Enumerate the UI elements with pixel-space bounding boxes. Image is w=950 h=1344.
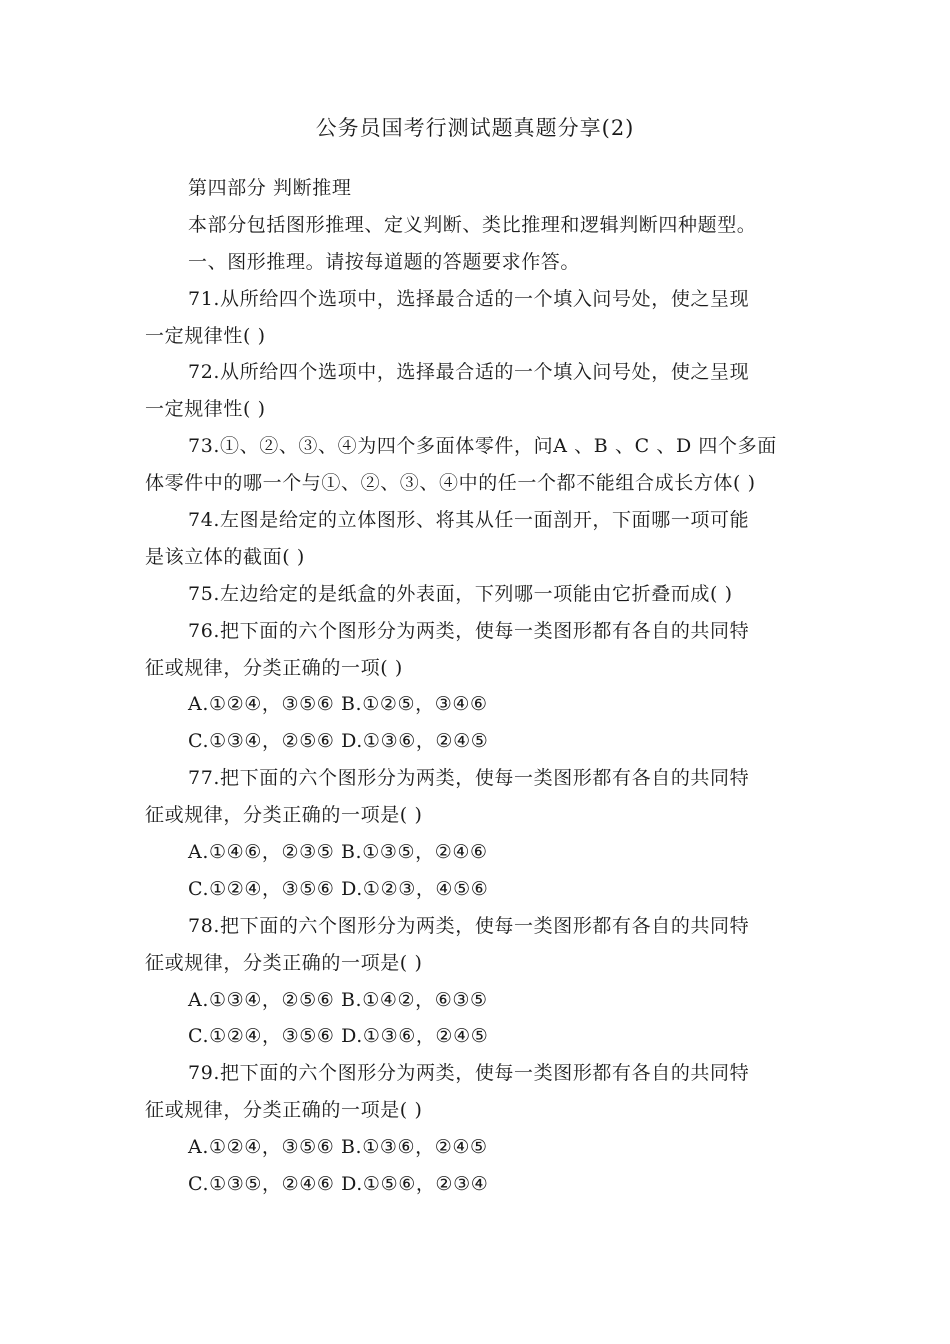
text-line: 第四部分 判断推理 xyxy=(188,177,352,199)
text-line: A.①④⑥，②③⑤ B.①③⑤，②④⑥ xyxy=(188,841,488,864)
text-line: 76.把下面的六个图形分为两类，使每一类图形都有各自的共同特 xyxy=(188,619,750,642)
text-line: 一定规律性( ) xyxy=(145,324,266,347)
text-line: 本部分包括图形推理、定义判断、类比推理和逻辑判断四种题型。 xyxy=(188,213,757,236)
text-line: C.①②④，③⑤⑥ D.①③⑥，②④⑤ xyxy=(188,1025,489,1048)
text-line: 体零件中的哪一个与①、②、③、④中的任一个都不能组合成长方体( ) xyxy=(145,472,756,495)
text-line: 72.从所给四个选项中，选择最合适的一个填入问号处，使之呈现 xyxy=(188,361,750,384)
text-line: C.①③④，②⑤⑥ D.①③⑥，②④⑤ xyxy=(188,730,489,753)
text-line: 征或规律，分类正确的一项( ) xyxy=(145,656,403,679)
text-line: 79.把下面的六个图形分为两类，使每一类图形都有各自的共同特 xyxy=(188,1062,750,1085)
text-line: 一、图形推理。请按每道题的答题要求作答。 xyxy=(188,250,581,273)
text-line: 71.从所给四个选项中，选择最合适的一个填入问号处，使之呈现 xyxy=(188,287,750,310)
text-line: 征或规律，分类正确的一项是( ) xyxy=(145,1099,423,1122)
text-line: C.①③⑤，②④⑥ D.①⑤⑥，②③④ xyxy=(188,1173,489,1196)
text-line: 75.左边给定的是纸盒的外表面，下列哪一项能由它折叠而成( ) xyxy=(188,582,733,605)
text-line: 一定规律性( ) xyxy=(145,398,266,421)
document-title: 公务员国考行测试题真题分享(2) xyxy=(315,116,635,140)
text-line: 征或规律，分类正确的一项是( ) xyxy=(145,951,423,974)
text-line: A.①③④，②⑤⑥ B.①④②，⑥③⑤ xyxy=(188,988,488,1011)
text-line: A.①②④，③⑤⑥ B.①③⑥，②④⑤ xyxy=(188,1136,488,1159)
text-line: C.①②④，③⑤⑥ D.①②③，④⑤⑥ xyxy=(188,877,489,900)
text-line: A.①②④，③⑤⑥ B.①②⑤，③④⑥ xyxy=(188,693,488,716)
text-line: 征或规律，分类正确的一项是( ) xyxy=(145,804,423,827)
text-line: 是该立体的截面( ) xyxy=(145,545,305,568)
text-line: 74.左图是给定的立体图形、将其从任一面剖开，下面哪一项可能 xyxy=(188,509,750,532)
text-line: 78.把下面的六个图形分为两类，使每一类图形都有各自的共同特 xyxy=(188,914,750,937)
text-line: 73.①、②、③、④为四个多面体零件，问A 、B 、C 、D 四个多面 xyxy=(188,435,777,458)
text-line: 77.把下面的六个图形分为两类，使每一类图形都有各自的共同特 xyxy=(188,767,750,790)
document-body xyxy=(145,170,820,1203)
